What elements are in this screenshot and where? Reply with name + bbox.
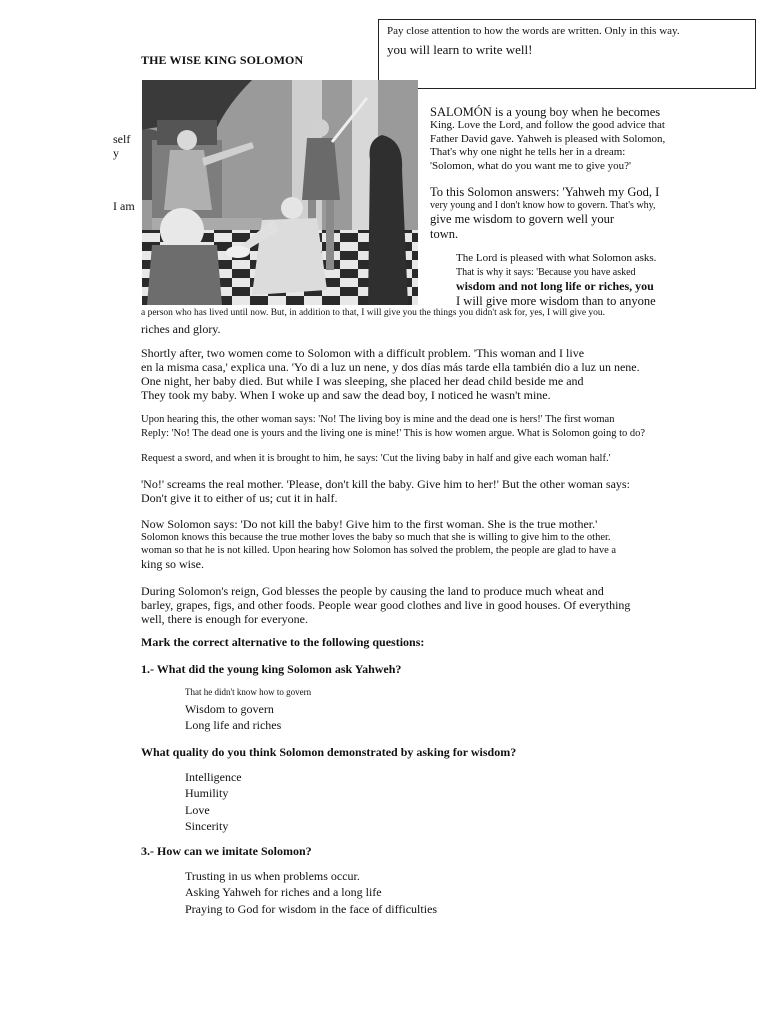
- text-line: en la misma casa,' explica una. 'Yo di a luz un nene, y dos días más tarde ella también dio a luz un nene.: [141, 360, 640, 374]
- text-line: That's why one night he tells her in a dream:: [430, 146, 626, 158]
- solomon-answer-paragraph: [430, 185, 667, 241]
- text-line: Upon hearing this, the other woman says: 'No! The living boy is mine and the dead one is hers!' The first woman: [141, 414, 615, 425]
- note-line-1: Pay close attention to how the words are written. Only in this way.: [387, 25, 680, 37]
- text-line: During Solomon's reign, God blesses the people by causing the land to produce much wheat and: [141, 584, 604, 598]
- solomon-reign-paragraph: [141, 584, 671, 626]
- questions-instruction: Mark the correct alternative to the following questions:: [141, 635, 425, 649]
- text-line: a person who has lived until now. But, in addition to that, I will give you the things you didn't ask for, yes, I will give you.: [141, 308, 606, 318]
- question-2-options: [185, 769, 242, 834]
- option-sincerity[interactable]: Sincerity: [185, 818, 229, 833]
- text-line: give me wisdom to govern well your: [430, 212, 614, 226]
- option-wisdom-to-govern[interactable]: Wisdom to govern: [185, 702, 274, 716]
- option-humility[interactable]: Humility: [185, 786, 229, 801]
- text-line: king so wise.: [141, 557, 204, 571]
- two-women-paragraph: [141, 346, 671, 402]
- text-line: very young and I don't know how to govern. That's why,: [430, 200, 656, 211]
- text-line: Don't give it to either of us; cut it in half.: [141, 491, 338, 505]
- text-line: SALOMÓN is a young boy when he becomes: [430, 105, 661, 119]
- text-line: 'Solomon, what do you want me to give you?': [430, 159, 632, 172]
- lord-pleased-paragraph: [456, 252, 680, 308]
- solomon-judgment-illustration: [142, 80, 418, 305]
- question-2: What quality do you think Solomon demonstrated by asking for wisdom?: [141, 745, 517, 759]
- option-love[interactable]: Love: [185, 802, 210, 817]
- text-line: One night, her baby died. But while I was sleeping, she placed her dead child beside me and: [141, 374, 584, 388]
- option-dont-know-govern[interactable]: That he didn't know how to govern: [185, 687, 312, 697]
- text-line: 'No!' screams the real mother. 'Please, don't kill the baby. Give him to her!' But the other woman says:: [141, 477, 630, 491]
- solomon-verdict-paragraph: [141, 517, 671, 571]
- text-line: To this Solomon answers: 'Yahweh my God, I: [430, 185, 660, 199]
- margin-fragment-i-am: I am: [113, 199, 135, 213]
- option-intelligence[interactable]: Intelligence: [185, 770, 242, 784]
- question-3: 3.- How can we imitate Solomon?: [141, 844, 312, 858]
- text-line: Father David gave. Yahweh is pleased with Solomon,: [430, 132, 666, 145]
- story-intro-paragraph: [430, 105, 667, 173]
- women-argue-paragraph: [141, 413, 681, 440]
- option-praying-wisdom[interactable]: Praying to God for wisdom in the face of difficulties: [185, 901, 438, 916]
- instruction-note-box: [378, 19, 756, 89]
- text-line: Solomon knows this because the true mother loves the baby so much that she is willing to give him to the other.: [141, 532, 611, 543]
- question-1-options: [185, 686, 311, 734]
- wrap-paragraph: [141, 307, 686, 336]
- text-line: barley, grapes, figs, and other foods. People wear good clothes and live in good houses. Of everything: [141, 598, 631, 612]
- note-line-2: you will learn to write well!: [387, 42, 533, 57]
- option-long-life-riches[interactable]: Long life and riches: [185, 718, 282, 733]
- text-line: Now Solomon says: 'Do not kill the baby! Give him to the first woman. She is the true mother.': [141, 517, 598, 531]
- text-line: The Lord is pleased with what Solomon asks.: [456, 252, 657, 264]
- real-mother-paragraph: [141, 477, 671, 505]
- text-line: woman so that he is not killed. Upon hearing how Solomon has solved the problem, the people are glad to have a: [141, 545, 617, 556]
- text-line: King. Love the Lord, and follow the good advice that: [430, 119, 665, 131]
- text-line: Shortly after, two women come to Solomon with a difficult problem. 'This woman and I live: [141, 346, 585, 360]
- margin-fragment-self: self: [113, 132, 131, 146]
- sword-paragraph: [141, 452, 671, 465]
- text-line: wisdom and not long life or riches, you: [456, 279, 654, 293]
- text-line: They took my baby. When I woke up and saw the dead boy, I noticed he wasn't mine.: [141, 388, 551, 402]
- text-line: well, there is enough for everyone.: [141, 612, 308, 626]
- text-line: riches and glory.: [141, 322, 221, 336]
- option-asking-riches[interactable]: Asking Yahweh for riches and a long life: [185, 885, 382, 900]
- text-line: I will give more wisdom than to anyone: [456, 294, 656, 308]
- question-1: 1.- What did the young king Solomon ask Yahweh?: [141, 662, 402, 676]
- text-line: Request a sword, and when it is brought to him, he says: 'Cut the living baby in half and give each woman half.': [141, 453, 611, 464]
- question-3-options: [185, 868, 437, 917]
- page-title: THE WISE KING SOLOMON: [141, 53, 304, 67]
- text-line: That is why it says: 'Because you have asked: [456, 266, 636, 278]
- margin-fragment-y: y: [113, 146, 119, 160]
- text-line: town.: [430, 227, 459, 241]
- option-trusting-in-us[interactable]: Trusting in us when problems occur.: [185, 869, 360, 883]
- text-line: Reply: 'No! The dead one is yours and the living one is mine!' This is how women argue. What is Solomon going to do?: [141, 428, 646, 439]
